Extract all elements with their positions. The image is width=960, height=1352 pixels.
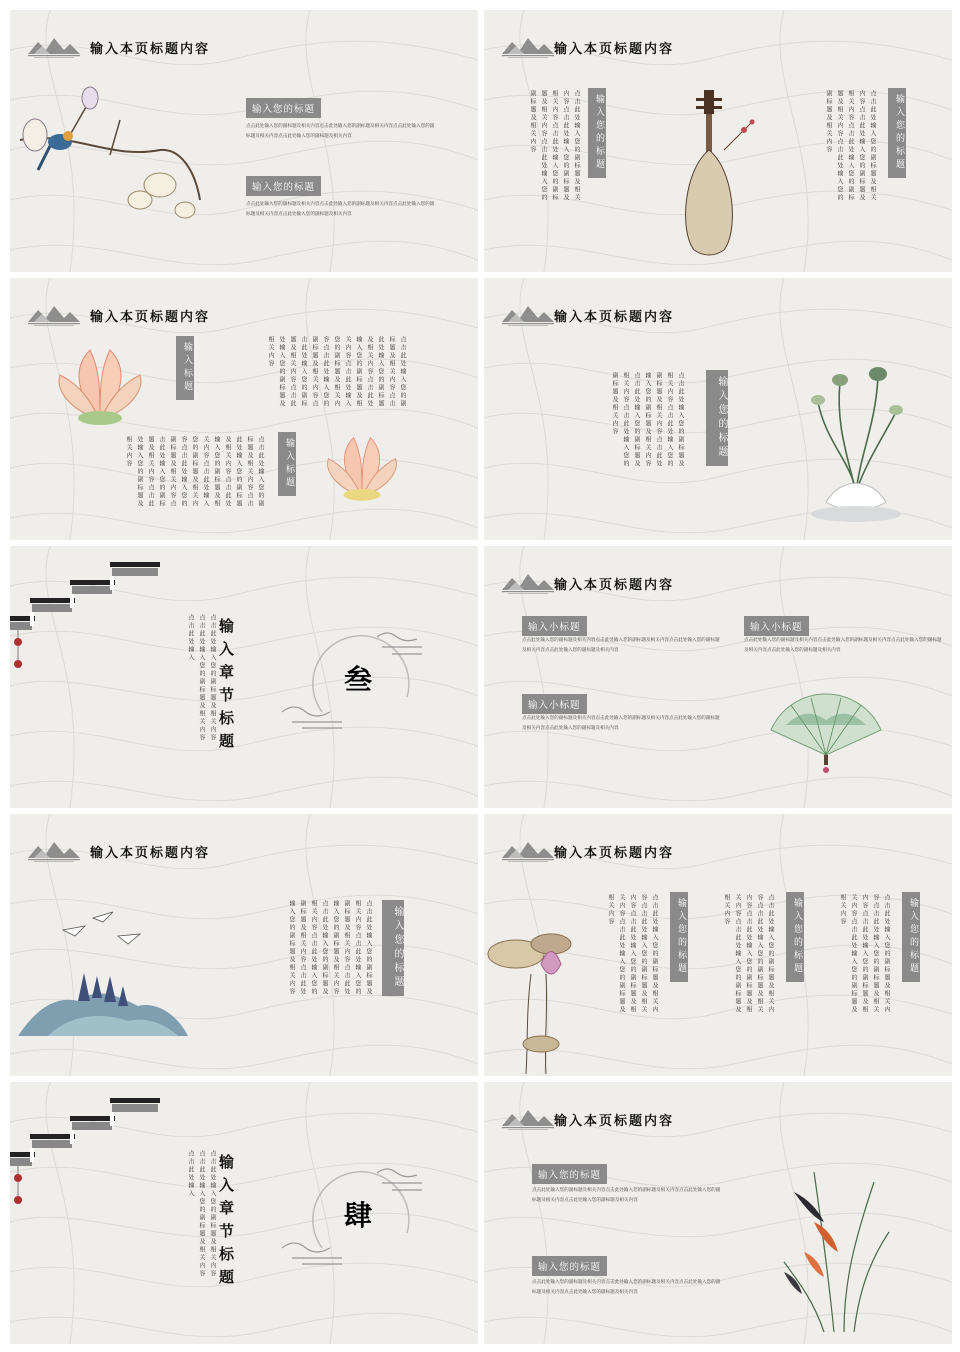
slide-6[interactable]: [484, 546, 952, 808]
subtitle-label-1: 输入小标题: [522, 616, 587, 636]
label-left: 输入您的标题: [588, 88, 606, 178]
section-body-1: 点击此处输入您的副标题及相关内容点击此处输入您的副标题及相关内容点击此处输入您的副标题及相关内容点击此处输入您的副标题及相关内容: [246, 124, 435, 139]
mountain-logo-icon: [502, 840, 554, 862]
slide-3[interactable]: [10, 278, 478, 540]
chapter-numeral: 叁: [344, 663, 373, 696]
mountain-logo-icon: [502, 572, 554, 594]
body-right: 点击此处输入您的副标题及相关内容点击此处输入您的副标题及相关内容点击此处输入您的副标题及相关内容点击此处输入您的副标题及相关内容: [825, 90, 876, 202]
slide-1[interactable]: [10, 10, 478, 272]
label-1: 输入您的标题: [670, 892, 688, 982]
page-title: 输入本页标题内容: [90, 846, 211, 861]
magnolia-bird-illustration: [10, 80, 210, 230]
mountain-logo-icon: [28, 840, 80, 862]
chapter-title: 输入章节标题: [217, 618, 235, 756]
chapter-body: 点击此处输入您的副标题及相关内容点击此处输入您的副标题及相关内容点击此处输入: [187, 614, 216, 742]
page-title: 输入本页标题内容: [90, 310, 211, 325]
slide-7[interactable]: [10, 814, 478, 1076]
page-title: 输入本页标题内容: [554, 42, 675, 57]
mountain-logo-icon: [502, 1108, 554, 1130]
lotus-flower-illustration-2: [320, 420, 404, 510]
label: 输入您的标题: [706, 370, 728, 466]
section-label-1: 输入您的标题: [532, 1164, 607, 1184]
slide-9[interactable]: [10, 1082, 478, 1344]
label-right: 输入您的标题: [888, 88, 906, 178]
body-3: 点击此处输入您的副标题及相关内容点击此处输入您的副标题及相关内容点击此处输入您的副标题及相关内容点击此处输入您的副标题及相关内容: [839, 894, 890, 1014]
slide-8[interactable]: [484, 814, 952, 1076]
chapter-title: 输入章节标题: [217, 1154, 235, 1292]
section-body-2: 点击此处输入您的副标题及相关内容点击此处输入您的副标题及相关内容点击此处输入您的副标题及相关内容点击此处输入您的副标题及相关内容: [246, 202, 435, 217]
page-title: 输入本页标题内容: [554, 310, 675, 325]
lotus-leaf-illustration: [486, 914, 586, 1074]
slide-2[interactable]: [484, 10, 952, 272]
slide-10[interactable]: [484, 1082, 952, 1344]
page-title: 输入本页标题内容: [554, 578, 675, 593]
subtitle-label-2: 输入小标题: [744, 616, 809, 636]
subtitle-body-2: 点击此处输入您的副标题及相关内容点击此处输入您的副标题及相关内容点击此处输入您的副标题及相关内容点击此处输入您的副标题及相关内容: [744, 638, 942, 653]
lotus-pods-illustration: [806, 362, 906, 532]
chapter-body: 点击此处输入您的副标题及相关内容点击此处输入您的副标题及相关内容点击此处输入: [187, 1150, 216, 1278]
body-top: 点击此处输入您的副标题及相关内容点击此处输入您的副标题及相关内容点击此处输入您的副标题及相关内容点击此处输入您的副标题及相关内容点击此处输入您的副标题及相关内容点击此处输入您的副标题及相关内容点击此处输入您的副标题及相关内容: [267, 336, 406, 408]
label: 输入您的标题: [382, 900, 404, 996]
cranes-mountain-illustration: [18, 906, 188, 1056]
pipa-lute-illustration: [674, 90, 764, 260]
label-top: 输入标题: [176, 336, 194, 400]
mountain-logo-icon: [502, 304, 554, 326]
label-2: 输入您的标题: [786, 892, 804, 982]
lotus-flower-illustration: [50, 340, 150, 425]
body-bottom: 点击此处输入您的副标题及相关内容点击此处输入您的副标题及相关内容点击此处输入您的副标题及相关内容点击此处输入您的副标题及相关内容点击此处输入您的副标题及相关内容点击此处输入您的副标题及相关内容点击此处输入您的副标题及相关内容: [125, 436, 264, 508]
body: 点击此处输入您的副标题及相关内容点击此处输入您的副标题及相关内容点击此处输入您的副标题及相关内容点击此处输入您的副标题及相关内容点击此处输入您的副标题及相关内容: [611, 372, 684, 468]
label-3: 输入您的标题: [902, 892, 920, 982]
mountain-logo-icon: [28, 304, 80, 326]
section-label-1: 输入您的标题: [246, 98, 321, 118]
section-body-2: 点击此处输入您的副标题及相关内容点击此处输入您的副标题及相关内容点击此处输入您的副标题及相关内容点击此处输入您的副标题及相关内容: [532, 1280, 721, 1295]
body-left: 点击此处输入您的副标题及相关内容点击此处输入您的副标题及相关内容点击此处输入您的副标题及相关内容点击此处输入您的副标题及相关内容: [529, 90, 580, 202]
body: 点击此处输入您的副标题及相关内容点击此处输入您的副标题及相关内容点击此处输入您的副标题及相关内容点击此处输入您的副标题及相关内容点击此处输入您的副标题及相关内容点击此处输入您的副标题及相关内容: [288, 900, 372, 996]
eaves-lantern-illustration: [10, 552, 160, 672]
label-bottom: 输入标题: [278, 432, 296, 496]
mountain-logo-icon: [28, 36, 80, 58]
page-title: 输入本页标题内容: [554, 846, 675, 861]
section-label-2: 输入您的标题: [532, 1256, 607, 1276]
slide-4[interactable]: [484, 278, 952, 540]
subtitle-body-1: 点击此处输入您的副标题及相关内容点击此处输入您的副标题及相关内容点击此处输入您的副标题及相关内容点击此处输入您的副标题及相关内容: [522, 638, 720, 653]
section-body-1: 点击此处输入您的副标题及相关内容点击此处输入您的副标题及相关内容点击此处输入您的副标题及相关内容点击此处输入您的副标题及相关内容: [532, 1188, 721, 1203]
chapter-numeral: 肆: [344, 1199, 373, 1232]
folding-fan-illustration: [766, 690, 886, 780]
koi-orchid-illustration: [774, 1152, 894, 1332]
eaves-lantern-illustration: [10, 1088, 160, 1208]
section-label-2: 输入您的标题: [246, 176, 321, 196]
slide-5[interactable]: [10, 546, 478, 808]
page-title: 输入本页标题内容: [90, 42, 211, 57]
body-1: 点击此处输入您的副标题及相关内容点击此处输入您的副标题及相关内容点击此处输入您的副标题及相关内容点击此处输入您的副标题及相关内容: [607, 894, 658, 1014]
subtitle-body-3: 点击此处输入您的副标题及相关内容点击此处输入您的副标题及相关内容点击此处输入您的副标题及相关内容点击此处输入您的副标题及相关内容: [522, 716, 720, 731]
page-title: 输入本页标题内容: [554, 1114, 675, 1129]
subtitle-label-3: 输入小标题: [522, 694, 587, 714]
mountain-logo-icon: [502, 36, 554, 58]
body-2: 点击此处输入您的副标题及相关内容点击此处输入您的副标题及相关内容点击此处输入您的副标题及相关内容点击此处输入您的副标题及相关内容: [723, 894, 774, 1014]
